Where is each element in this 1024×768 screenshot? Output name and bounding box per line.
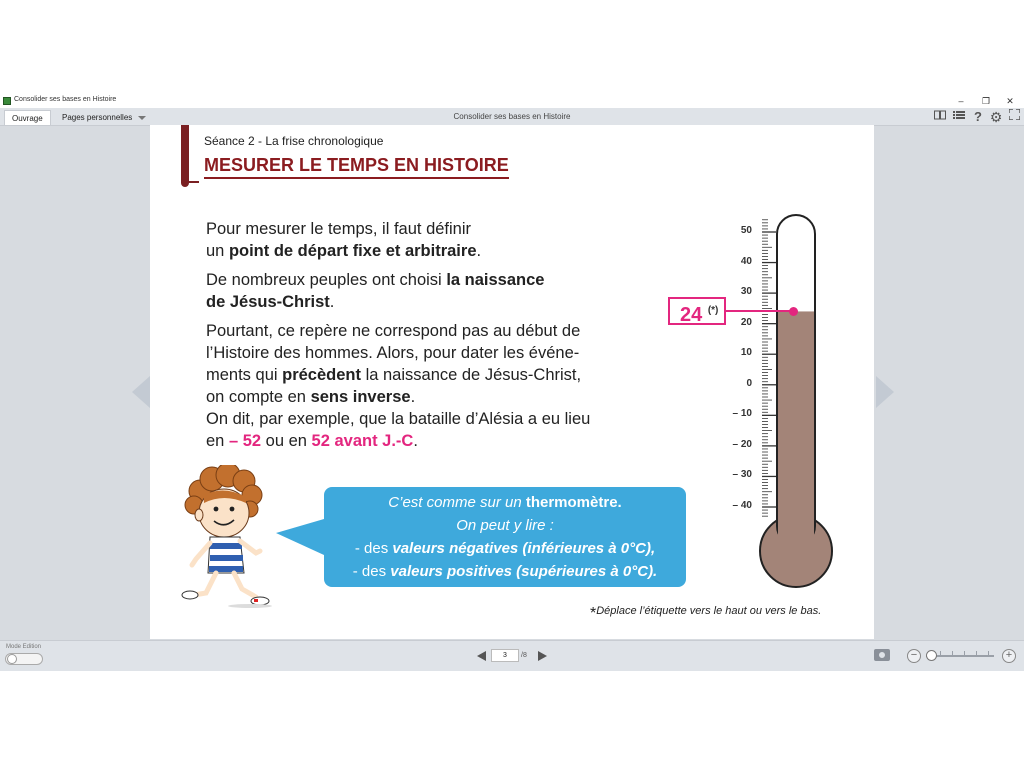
scale-label: 20 <box>740 316 752 328</box>
book-icon[interactable] <box>932 109 948 125</box>
text-line: ments qui précèdent la naissance de Jésus-Christ, <box>206 366 582 384</box>
title-bar-tick <box>189 181 199 183</box>
scale-label: – 30 <box>732 469 752 481</box>
camera-icon[interactable] <box>874 649 890 661</box>
temperature-value: 24 <box>680 304 703 327</box>
paragraph-2 <box>206 269 544 313</box>
tab-pages-label: Pages personnelles <box>62 113 133 122</box>
zoom-out-icon[interactable]: − <box>907 649 921 663</box>
next-page-arrow[interactable] <box>876 376 894 408</box>
close-button[interactable]: ✕ <box>1006 96 1014 106</box>
scale-label: 30 <box>740 286 752 298</box>
text-line: De nombreux peuples ont choisi la naissance <box>206 271 545 289</box>
text-line: en – 52 ou en 52 avant J.-C. <box>206 432 418 450</box>
toggle-knob <box>7 654 17 664</box>
window-title: Consolider ses bases en Histoire <box>14 96 117 103</box>
app-icon <box>3 97 11 105</box>
scale-label: – 20 <box>732 438 752 450</box>
previous-page-arrow[interactable] <box>132 376 150 408</box>
bubble-line: On peut y lire : <box>456 517 554 534</box>
scale-label: 10 <box>740 347 752 359</box>
footnote: *Déplace l’étiquette vers le haut ou vers le bas. <box>590 605 822 622</box>
scale-label: 0 <box>746 377 752 389</box>
tag-handle-dot[interactable] <box>789 307 798 316</box>
scale-label: – 40 <box>732 500 752 511</box>
tag-connector-line <box>726 310 792 312</box>
boy-illustration <box>170 465 280 615</box>
paragraph-3 <box>206 320 590 452</box>
restore-button[interactable]: ❐ <box>981 96 991 106</box>
next-page-button[interactable] <box>538 651 547 661</box>
minimize-button[interactable]: – <box>958 96 964 106</box>
temperature-tag-note: (*) <box>707 305 719 317</box>
speech-bubble-tail <box>276 519 324 555</box>
toolbar <box>0 108 1024 126</box>
bubble-line: C’est comme sur un thermomètre. <box>388 494 622 511</box>
session-label: Séance 2 - La frise chronologique <box>204 134 384 148</box>
scale-label: 50 <box>740 225 752 236</box>
scale-label: 40 <box>740 255 752 267</box>
thermometer <box>740 205 850 595</box>
text-line: un point de départ fixe et arbitraire. <box>206 242 482 260</box>
zoom-slider-knob[interactable] <box>926 650 937 661</box>
text-line: de Jésus-Christ. <box>206 293 335 311</box>
text-line: Pourtant, ce repère ne correspond pas au début de <box>206 322 581 340</box>
bubble-line: - des valeurs négatives (inférieures à 0°C), <box>354 540 656 557</box>
mode-edition-label: Mode Edition <box>6 644 42 650</box>
page-number-input[interactable]: 3 <box>491 649 519 662</box>
gear-icon[interactable]: ⚙ <box>989 109 1003 125</box>
page-total: /8 <box>521 652 527 659</box>
statusbar <box>0 640 1024 671</box>
text-line: On dit, par exemple, que la bataille d’Alésia a eu lieu <box>206 410 591 428</box>
window-titlebar <box>0 94 1024 108</box>
zoom-in-icon[interactable]: + <box>1002 649 1016 663</box>
tab-ouvrage[interactable]: Ouvrage <box>4 110 51 125</box>
bubble-line: - des valeurs positives (supérieures à 0°C). <box>352 563 658 580</box>
mode-edition-toggle[interactable] <box>5 653 43 665</box>
text-line: Pour mesurer le temps, il faut définir <box>206 220 472 238</box>
document-title: Consolider ses bases en Histoire <box>453 112 571 121</box>
temperature-tag[interactable] <box>668 297 726 325</box>
thermometer-fill <box>778 311 814 555</box>
speech-bubble <box>324 487 686 587</box>
book-page <box>150 125 874 639</box>
thermometer-scale <box>762 220 776 516</box>
scale-label: – 10 <box>732 408 752 420</box>
fullscreen-icon[interactable] <box>1006 109 1022 125</box>
text-line: l’Histoire des hommes. Alors, pour dater les événe- <box>206 344 580 362</box>
title-bar-decoration <box>181 125 189 187</box>
text-line: on compte en sens inverse. <box>206 388 416 406</box>
paragraph-1 <box>206 218 481 262</box>
help-icon[interactable]: ? <box>974 109 982 124</box>
page-title: MESURER LE TEMPS EN HISTOIRE <box>204 155 509 179</box>
list-icon[interactable] <box>951 109 967 125</box>
previous-page-button[interactable] <box>477 651 486 661</box>
